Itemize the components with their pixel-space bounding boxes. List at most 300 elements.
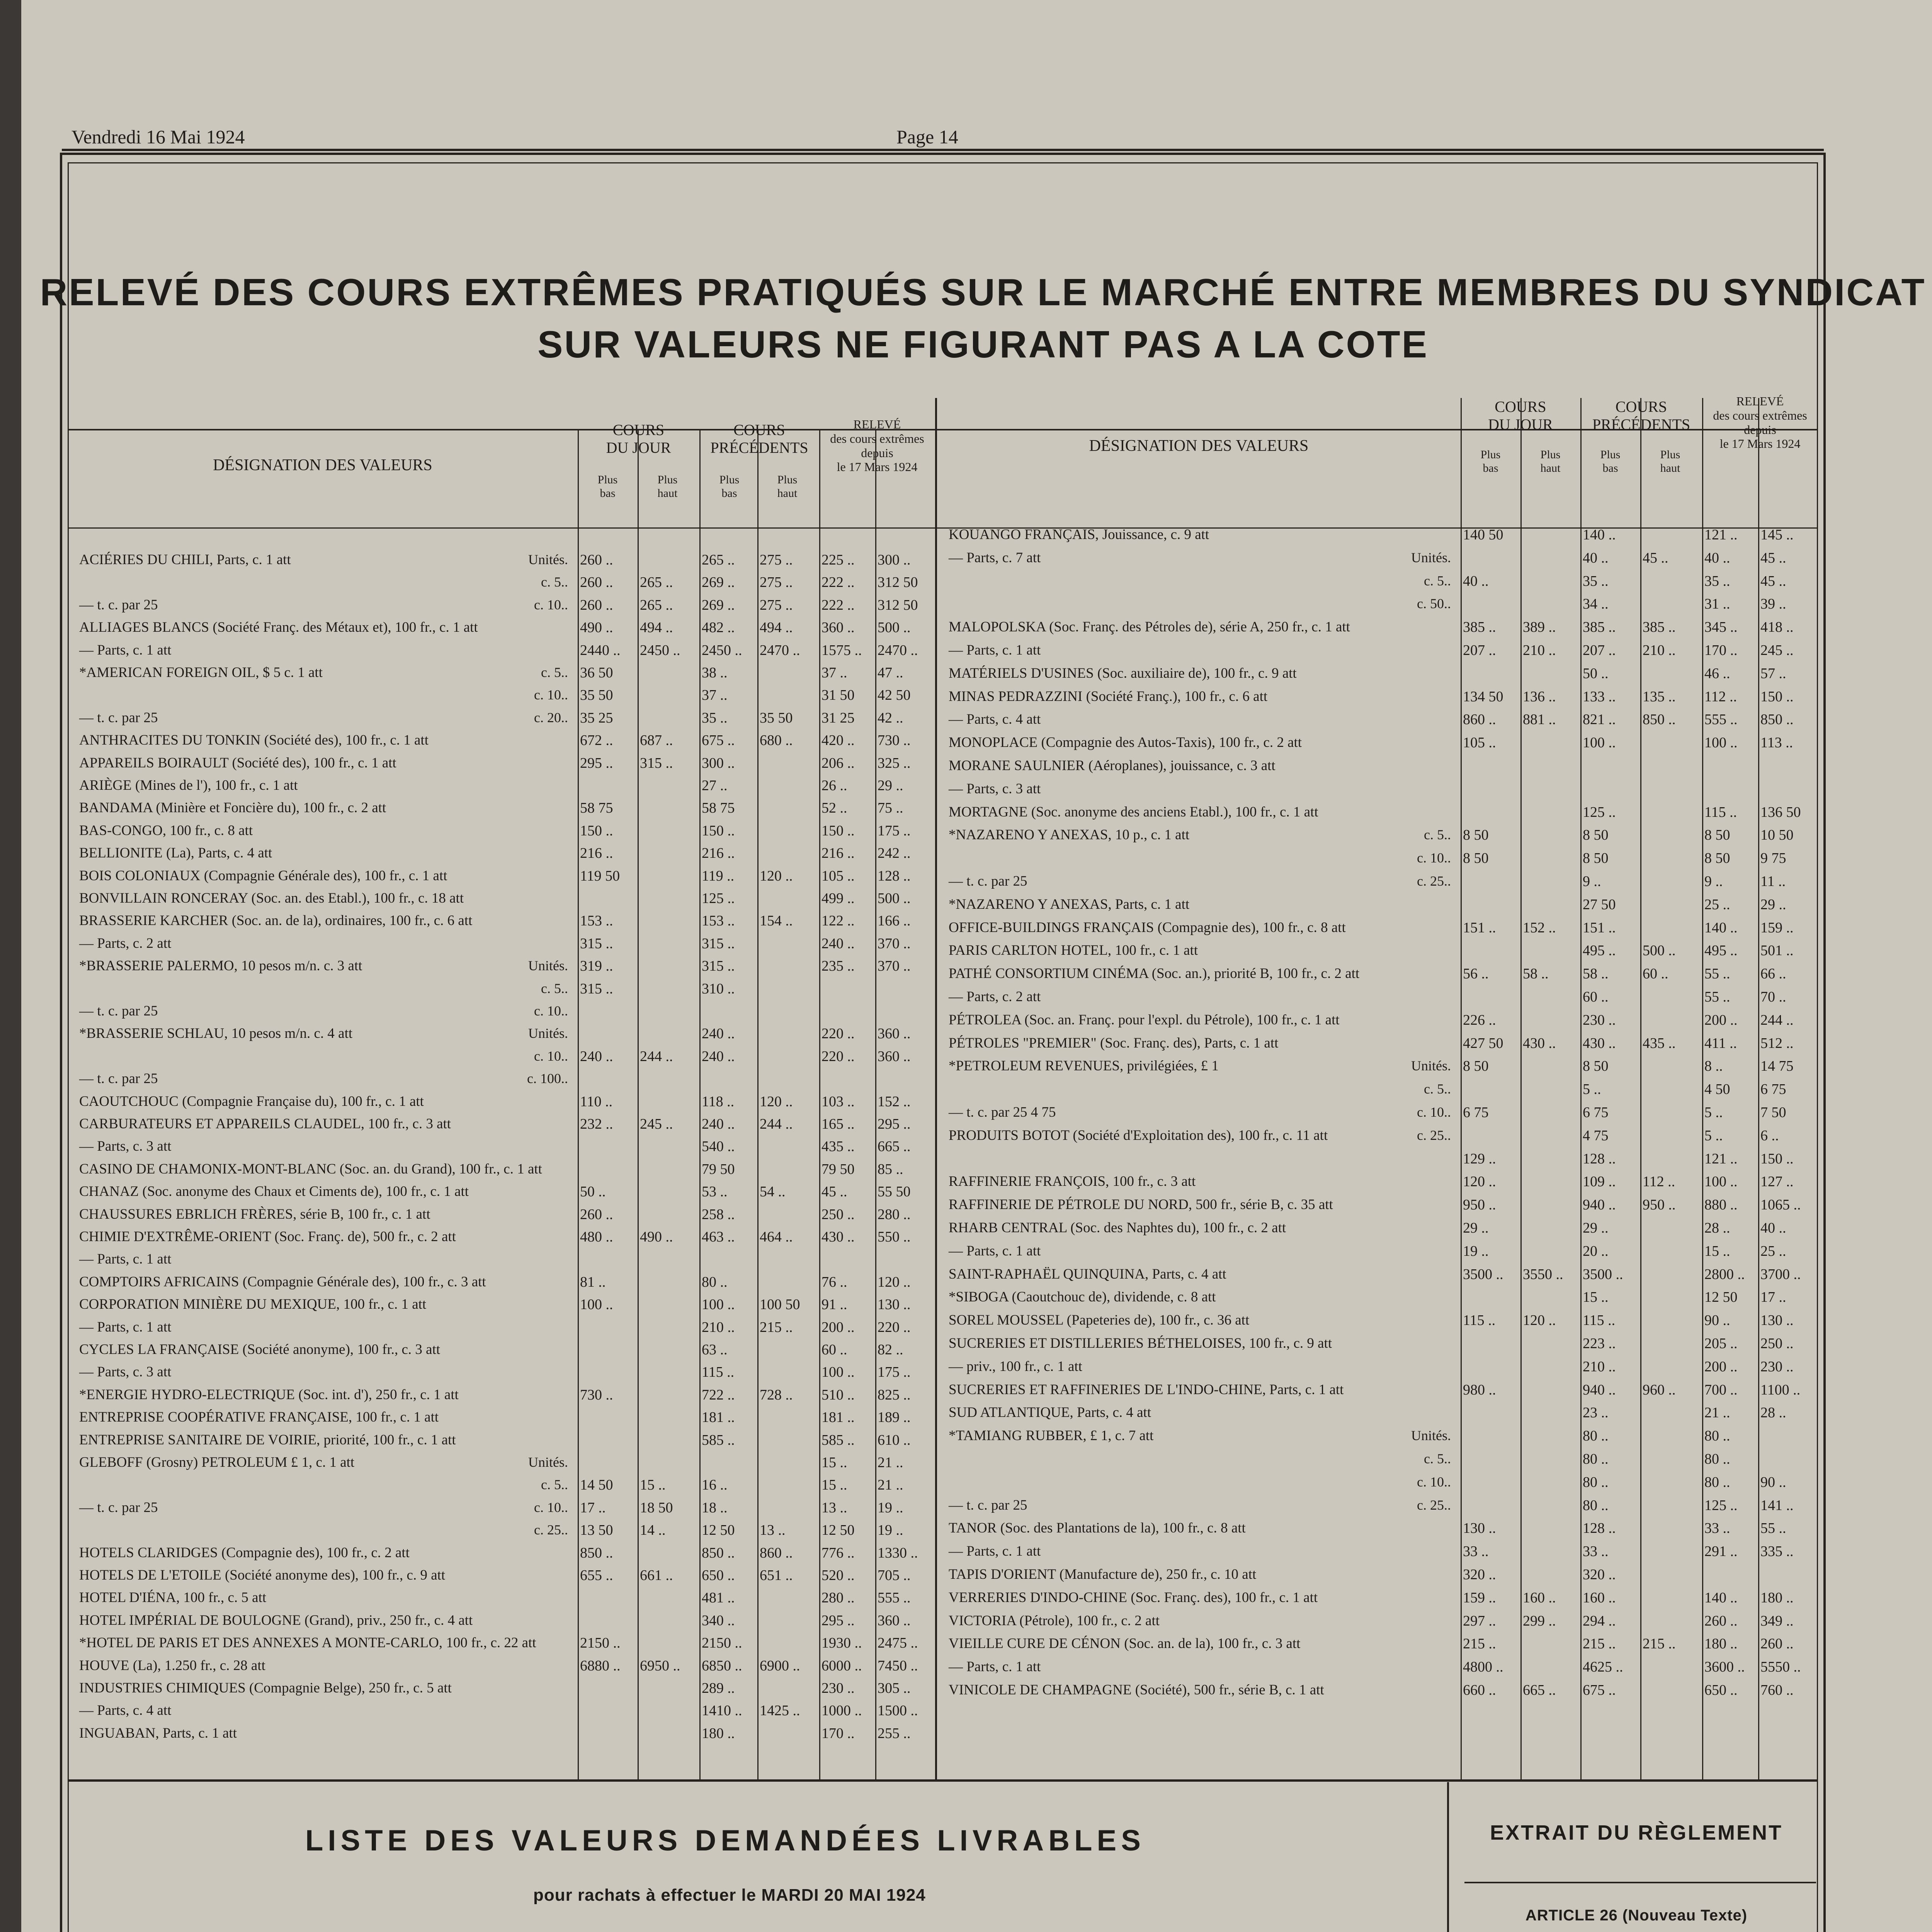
price-value: 8 50 <box>1704 850 1730 866</box>
price-value: 1425 .. <box>760 1702 800 1719</box>
price-value: 360 .. <box>878 1026 911 1042</box>
price-value: 430 .. <box>821 1229 855 1245</box>
security-name: BAS-CONGO, 100 fr., c. 8 att <box>79 823 253 838</box>
price-value: 180 .. <box>1704 1636 1738 1652</box>
price-value: 494 .. <box>640 619 673 636</box>
price-value: 500 .. <box>878 890 911 906</box>
price-value: 15 .. <box>821 1454 847 1471</box>
security-name: — Parts, c. 2 att <box>79 935 172 951</box>
price-value: 53 .. <box>702 1184 728 1200</box>
header-page-number: Page 14 <box>896 126 958 148</box>
price-value: 222 .. <box>821 597 855 613</box>
price-value: 275 .. <box>760 574 793 590</box>
price-value: 81 .. <box>580 1274 606 1290</box>
price-value: 207 .. <box>1583 642 1616 658</box>
price-value: 154 .. <box>760 913 793 929</box>
security-name: HOTEL D'IÉNA, 100 fr., c. 5 att <box>79 1590 267 1605</box>
security-name: *NAZARENO Y ANEXAS, 10 p., c. 1 att <box>949 827 1190 843</box>
price-value: 121 .. <box>1704 1151 1738 1167</box>
price-value: 335 .. <box>1760 1543 1794 1560</box>
price-value: 260 .. <box>580 597 613 613</box>
price-value: 360 .. <box>821 619 855 636</box>
price-value: 265 .. <box>702 552 735 568</box>
price-value: 19 .. <box>878 1522 903 1538</box>
security-name: VERRERIES D'INDO-CHINE (Soc. Franç. des), 100 fr., c. 1 att <box>949 1590 1318 1605</box>
price-value: 120 .. <box>1523 1312 1556 1328</box>
price-value: 385 .. <box>1643 619 1676 635</box>
price-value: 12 50 <box>1704 1289 1738 1305</box>
security-name: — Parts, c. 4 att <box>79 1702 172 1718</box>
price-value: 100 .. <box>1583 735 1616 751</box>
price-value: 240 .. <box>702 1048 735 1065</box>
price-value: 7 50 <box>1760 1104 1786 1121</box>
price-value: 430 .. <box>1583 1035 1616 1051</box>
price-value: 651 .. <box>760 1567 793 1583</box>
price-value: 312 50 <box>878 574 918 590</box>
price-value: 464 .. <box>760 1229 793 1245</box>
security-name: INGUABAN, Parts, c. 1 att <box>79 1725 237 1741</box>
left-col-divider <box>638 429 639 1779</box>
price-value: 3550 .. <box>1523 1266 1563 1282</box>
price-value: 134 50 <box>1463 689 1503 705</box>
price-value: 275 .. <box>760 597 793 613</box>
price-value: 125 .. <box>1704 1497 1738 1514</box>
security-name: — Parts, c. 1 att <box>949 1659 1041 1675</box>
price-value: 113 .. <box>1760 735 1793 751</box>
price-value: 5 .. <box>1704 1104 1723 1121</box>
table-bottom-rule <box>68 1779 1818 1782</box>
price-value: 150 .. <box>1760 689 1794 705</box>
price-value: 159 .. <box>1760 920 1794 936</box>
price-value: 100 .. <box>1704 735 1738 751</box>
price-value: 280 .. <box>878 1206 911 1223</box>
price-value: 418 .. <box>1760 619 1794 635</box>
lot-size: Unités. <box>528 1026 568 1041</box>
security-name: CHIMIE D'EXTRÊME-ORIENT (Soc. Franç. de), 500 fr., c. 2 att <box>79 1229 456 1245</box>
price-value: 25 .. <box>1704 896 1730 913</box>
price-value: 180 .. <box>1760 1590 1794 1606</box>
left-col-divider <box>757 429 759 1779</box>
price-value: 260 .. <box>1704 1613 1738 1629</box>
lot-size: c. 10.. <box>534 1048 568 1064</box>
price-value: 960 .. <box>1643 1382 1676 1398</box>
security-name: PÉTROLEA (Soc. an. Franç. pour l'expl. du Pétrole), 100 fr., c. 1 att <box>949 1012 1340 1028</box>
right-col-divider <box>1702 398 1703 1779</box>
price-value: 50 .. <box>580 1184 606 1200</box>
price-value: 6880 .. <box>580 1658 621 1674</box>
price-value: 370 .. <box>878 935 911 952</box>
price-value: 8 50 <box>1583 827 1609 843</box>
price-value: 45 .. <box>1643 550 1668 566</box>
price-value: 4 75 <box>1583 1128 1609 1144</box>
security-name: KOUANGO FRANÇAIS, Jouissance, c. 9 att <box>949 527 1209 543</box>
price-value: 35 .. <box>1583 573 1609 589</box>
security-name: — Parts, c. 7 att <box>949 550 1041 566</box>
price-value: 482 .. <box>702 619 735 636</box>
price-value: 880 .. <box>1704 1197 1738 1213</box>
price-value: 15 .. <box>1704 1243 1730 1259</box>
security-name: *NAZARENO Y ANEXAS, Parts, c. 1 att <box>949 896 1190 912</box>
price-value: 76 .. <box>821 1274 847 1290</box>
security-name: GLEBOFF (Grosny) PETROLEUM £ 1, c. 1 att <box>79 1454 355 1470</box>
price-value: 240 .. <box>702 1026 735 1042</box>
lot-size: c. 10.. <box>534 687 568 702</box>
price-value: 250 .. <box>1760 1335 1794 1352</box>
lot-size: Unités. <box>1411 1428 1451 1443</box>
price-value: 4800 .. <box>1463 1659 1503 1675</box>
price-value: 36 50 <box>580 665 613 681</box>
security-name: — Parts, c. 1 att <box>949 642 1041 658</box>
price-value: 6 .. <box>1760 1128 1779 1144</box>
price-value: 675 .. <box>1583 1682 1616 1698</box>
security-name: — t. c. par 25 <box>79 1071 158 1087</box>
price-value: 300 .. <box>878 552 911 568</box>
right-col-divider <box>1520 398 1522 1779</box>
price-value: 500 .. <box>878 619 911 636</box>
price-value: 258 .. <box>702 1206 735 1223</box>
price-value: 21 .. <box>1704 1405 1730 1421</box>
security-name: *PETROLEUM REVENUES, privilégiées, £ 1 <box>949 1058 1219 1074</box>
price-value: 510 .. <box>821 1387 855 1403</box>
price-value: 675 .. <box>702 732 735 748</box>
price-value: 14 75 <box>1760 1058 1794 1074</box>
price-value: 153 .. <box>580 913 613 929</box>
security-name: BRASSERIE KARCHER (Soc. an. de la), ordinaires, 100 fr., c. 6 att <box>79 913 473 929</box>
price-value: 850 .. <box>702 1545 735 1561</box>
price-value: 850 .. <box>580 1545 613 1561</box>
price-value: 555 .. <box>1704 711 1738 728</box>
liste-title: LISTE DES VALEURS DEMANDÉES LIVRABLES <box>305 1824 1145 1857</box>
price-value: 33 .. <box>1704 1520 1730 1536</box>
price-value: 360 .. <box>878 1048 911 1065</box>
price-value: 215 .. <box>760 1319 793 1335</box>
price-value: 150 .. <box>821 823 855 839</box>
lot-size: c. 25.. <box>1417 1497 1451 1513</box>
price-value: 66 .. <box>1760 966 1786 982</box>
price-value: 7450 .. <box>878 1658 918 1674</box>
security-name: PÉTROLES "PREMIER" (Soc. Franç. des), Parts, c. 1 att <box>949 1035 1279 1051</box>
price-value: 8 50 <box>1704 827 1730 843</box>
price-value: 520 .. <box>821 1567 855 1583</box>
table-header-rule <box>68 527 1818 529</box>
price-value: 297 .. <box>1463 1613 1496 1629</box>
price-value: 1500 .. <box>878 1702 918 1719</box>
price-value: 20 .. <box>1583 1243 1609 1259</box>
price-value: 230 .. <box>1760 1359 1794 1375</box>
price-value: 610 .. <box>878 1432 911 1448</box>
header-date: Vendredi 16 Mai 1924 <box>71 126 245 148</box>
security-name: MONOPLACE (Compagnie des Autos-Taxis), 100 fr., c. 2 att <box>949 735 1302 750</box>
security-name: RAFFINERIE FRANÇOIS, 100 fr., c. 3 att <box>949 1173 1196 1189</box>
price-value: 255 .. <box>878 1725 911 1742</box>
price-value: 300 .. <box>702 755 735 771</box>
price-value: 80 .. <box>1583 1474 1609 1490</box>
price-value: 860 .. <box>1463 711 1496 728</box>
price-value: 320 .. <box>1463 1566 1496 1583</box>
left-col-divider <box>819 429 820 1779</box>
price-value: 120 .. <box>760 1094 793 1110</box>
price-value: 39 .. <box>1760 596 1786 612</box>
price-value: 940 .. <box>1583 1382 1616 1398</box>
price-value: 700 .. <box>1704 1382 1738 1398</box>
price-value: 435 .. <box>821 1138 855 1155</box>
price-value: 340 .. <box>702 1612 735 1629</box>
price-value: 58 75 <box>580 800 613 816</box>
price-value: 13 .. <box>760 1522 786 1538</box>
price-value: 230 .. <box>1583 1012 1616 1028</box>
price-value: 1065 .. <box>1760 1197 1801 1213</box>
price-value: 140 .. <box>1704 920 1738 936</box>
price-value: 129 .. <box>1463 1151 1496 1167</box>
price-value: 145 .. <box>1760 527 1794 543</box>
price-value: 495 .. <box>1704 942 1738 959</box>
security-name: BOIS COLONIAUX (Compagnie Générale des), 100 fr., c. 1 att <box>79 868 447 884</box>
price-value: 760 .. <box>1760 1682 1794 1698</box>
price-value: 54 .. <box>760 1184 786 1200</box>
price-value: 60 .. <box>1643 966 1668 982</box>
price-value: 35 50 <box>580 687 613 703</box>
price-value: 13 50 <box>580 1522 613 1538</box>
price-value: 6 75 <box>1583 1104 1609 1121</box>
price-value: 687 .. <box>640 732 673 748</box>
price-value: 19 .. <box>1463 1243 1489 1259</box>
left-col-divider <box>578 429 579 1779</box>
security-name: — Parts, c. 3 att <box>79 1138 172 1154</box>
security-name: APPAREILS BOIRAULT (Société des), 100 fr., c. 1 att <box>79 755 396 771</box>
price-value: 1100 .. <box>1760 1382 1801 1398</box>
price-value: 40 .. <box>1463 573 1489 589</box>
security-name: ARIÈGE (Mines de l'), 100 fr., c. 1 att <box>79 777 298 793</box>
price-value: 325 .. <box>878 755 911 771</box>
price-value: 85 .. <box>878 1161 903 1177</box>
price-value: 210 .. <box>1523 642 1556 658</box>
price-value: 34 .. <box>1583 596 1609 612</box>
price-value: 349 .. <box>1760 1613 1794 1629</box>
security-name: — t. c. par 25 4 75 <box>949 1104 1056 1120</box>
price-value: 205 .. <box>1704 1335 1738 1352</box>
price-value: 12 50 <box>821 1522 855 1538</box>
price-value: 495 .. <box>1583 942 1616 959</box>
price-value: 2475 .. <box>878 1635 918 1651</box>
price-value: 170 .. <box>821 1725 855 1742</box>
price-value: 206 .. <box>821 755 855 771</box>
price-value: 242 .. <box>878 845 911 861</box>
price-value: 55 .. <box>1704 989 1730 1005</box>
security-name: MINAS PEDRAZZINI (Société Franç.), 100 fr., c. 6 att <box>949 689 1268 704</box>
price-value: 2470 .. <box>760 642 800 658</box>
price-value: 385 .. <box>1463 619 1496 635</box>
price-value: 240 .. <box>580 1048 613 1065</box>
price-value: 21 .. <box>878 1454 903 1471</box>
security-name: HOTEL IMPÉRIAL DE BOULOGNE (Grand), priv., 250 fr., c. 4 att <box>79 1612 473 1628</box>
price-value: 46 .. <box>1704 665 1730 682</box>
header-rule <box>62 149 1824 151</box>
price-value: 181 .. <box>702 1409 735 1425</box>
price-value: 10 50 <box>1760 827 1794 843</box>
price-value: 100 .. <box>1704 1173 1738 1190</box>
price-value: 58 .. <box>1583 966 1609 982</box>
plus-haut-header: Plus haut <box>1660 448 1680 474</box>
price-value: 4 50 <box>1704 1081 1730 1097</box>
security-name: CASINO DE CHAMONIX-MONT-BLANC (Soc. an. du Grand), 100 fr., c. 1 att <box>79 1161 542 1177</box>
lot-size: c. 5.. <box>541 574 568 590</box>
price-value: 75 .. <box>878 800 903 816</box>
price-value: 115 .. <box>1463 1312 1496 1328</box>
price-value: 60 .. <box>1583 989 1609 1005</box>
security-name: PRODUITS BOTOT (Société d'Exploitation des), 100 fr., c. 11 att <box>949 1128 1328 1143</box>
plus-haut-header: Plus haut <box>657 473 678 500</box>
price-value: 79 50 <box>702 1161 735 1177</box>
security-name: SUCRERIES ET RAFFINERIES DE L'INDO-CHINE, Parts, c. 1 att <box>949 1382 1344 1398</box>
security-name: — Parts, c. 1 att <box>949 1543 1041 1559</box>
price-value: 220 .. <box>821 1026 855 1042</box>
price-value: 166 .. <box>878 913 911 929</box>
price-value: 207 .. <box>1463 642 1496 658</box>
price-value: 220 .. <box>821 1048 855 1065</box>
left-col-divider <box>699 429 701 1779</box>
security-name: SUCRERIES ET DISTILLERIES BÉTHELOISES, 100 fr., c. 9 att <box>949 1335 1332 1351</box>
security-name: — t. c. par 25 <box>79 1003 158 1019</box>
price-value: 15 .. <box>821 1477 847 1493</box>
security-name: MORTAGNE (Soc. anonyme des anciens Etabl.), 100 fr., c. 1 att <box>949 804 1318 820</box>
price-value: 315 .. <box>640 755 673 771</box>
price-value: 235 .. <box>821 958 855 974</box>
price-value: 299 .. <box>1523 1613 1556 1629</box>
security-name: MATÉRIELS D'USINES (Soc. auxiliaire de), 100 fr., c. 9 att <box>949 665 1297 681</box>
price-value: 680 .. <box>760 732 793 748</box>
price-value: 200 .. <box>1704 1359 1738 1375</box>
lot-size: c. 10.. <box>1417 850 1451 866</box>
price-value: 1575 .. <box>821 642 862 658</box>
security-name: ANTHRACITES DU TONKIN (Société des), 100 fr., c. 1 att <box>79 732 429 748</box>
price-value: 1000 .. <box>821 1702 862 1719</box>
price-value: 120 .. <box>878 1274 911 1290</box>
price-value: 232 .. <box>580 1116 613 1132</box>
security-name: VIEILLE CURE DE CÉNON (Soc. an. de la), 100 fr., c. 3 att <box>949 1636 1301 1651</box>
price-value: 45 .. <box>1760 573 1786 589</box>
price-value: 269 .. <box>702 574 735 590</box>
price-value: 175 .. <box>878 823 911 839</box>
price-value: 152 .. <box>1523 920 1556 936</box>
price-value: 265 .. <box>640 574 673 590</box>
security-name: HOTELS CLARIDGES (Compagnie des), 100 fr., c. 2 att <box>79 1545 410 1561</box>
left-cours-jour-header: COURS DU JOUR <box>606 421 671 456</box>
lot-size: Unités. <box>528 958 568 973</box>
price-value: 4625 .. <box>1583 1659 1623 1675</box>
price-value: 216 .. <box>702 845 735 861</box>
price-value: 31 25 <box>821 710 855 726</box>
price-value: 850 .. <box>1643 711 1676 728</box>
security-name: — Parts, c. 1 att <box>79 642 172 658</box>
price-value: 6950 .. <box>640 1658 680 1674</box>
price-value: 215 .. <box>1583 1636 1616 1652</box>
price-value: 135 .. <box>1643 689 1676 705</box>
price-value: 140 50 <box>1463 527 1503 543</box>
price-value: 360 .. <box>878 1612 911 1629</box>
price-value: 160 .. <box>1523 1590 1556 1606</box>
price-value: 27 .. <box>702 777 728 794</box>
price-value: 6 75 <box>1760 1081 1786 1097</box>
security-name: — Parts, c. 3 att <box>949 781 1041 797</box>
price-value: 2440 .. <box>580 642 621 658</box>
price-value: 250 .. <box>821 1206 855 1223</box>
price-value: 435 .. <box>1643 1035 1676 1051</box>
price-value: 125 .. <box>1583 804 1616 820</box>
price-value: 950 .. <box>1643 1197 1676 1213</box>
price-value: 31 50 <box>821 687 855 703</box>
price-value: 5 .. <box>1704 1128 1723 1144</box>
price-value: 105 .. <box>821 868 855 884</box>
security-name: *AMERICAN FOREIGN OIL, $ 5 c. 1 att <box>79 665 323 680</box>
price-value: 11 .. <box>1760 873 1786 889</box>
price-value: 103 .. <box>821 1094 855 1110</box>
price-value: 881 .. <box>1523 711 1556 728</box>
security-name: VICTORIA (Pétrole), 100 fr., c. 2 att <box>949 1613 1160 1629</box>
price-value: 5550 .. <box>1760 1659 1801 1675</box>
price-value: 665 .. <box>878 1138 911 1155</box>
security-name: CAOUTCHOUC (Compagnie Française du), 100 fr., c. 1 att <box>79 1094 424 1109</box>
price-value: 40 .. <box>1704 550 1730 566</box>
security-name: — Parts, c. 1 att <box>949 1243 1041 1259</box>
left-designation-header: DÉSIGNATION DES VALEURS <box>213 456 432 474</box>
price-value: 210 .. <box>1643 642 1676 658</box>
price-value: 153 .. <box>702 913 735 929</box>
price-value: 141 .. <box>1760 1497 1794 1514</box>
price-value: 45 .. <box>821 1184 847 1200</box>
price-value: 17 .. <box>1760 1289 1786 1305</box>
price-value: 35 25 <box>580 710 613 726</box>
lot-size: c. 20.. <box>534 710 568 725</box>
price-value: 42 50 <box>878 687 911 703</box>
price-value: 55 50 <box>878 1184 911 1200</box>
price-value: 821 .. <box>1583 711 1616 728</box>
price-value: 130 .. <box>878 1296 911 1313</box>
price-value: 269 .. <box>702 597 735 613</box>
price-value: 14 .. <box>640 1522 666 1538</box>
price-value: 170 .. <box>1704 642 1738 658</box>
right-cours-precedents-header: COURS PRÉCÉDENTS <box>1592 398 1690 433</box>
price-value: 940 .. <box>1583 1197 1616 1213</box>
price-value: 2800 .. <box>1704 1266 1745 1282</box>
security-name: *BRASSERIE SCHLAU, 10 pesos m/n. c. 4 att <box>79 1026 353 1041</box>
price-value: 25 .. <box>1760 1243 1786 1259</box>
price-value: 223 .. <box>1583 1335 1616 1352</box>
price-value: 128 .. <box>1583 1520 1616 1536</box>
price-value: 244 .. <box>640 1048 673 1065</box>
price-value: 56 .. <box>1463 966 1489 982</box>
price-value: 29 .. <box>1583 1220 1609 1236</box>
left-releve-header: RELEVÉ des cours extrêmes depuis le 17 Mars 1924 <box>830 417 924 474</box>
main-title: RELEVÉ DES COURS EXTRÊMES PRATIQUÉS SUR LE MARCHÉ ENTRE MEMBRES DU SYNDICAT <box>40 271 1926 313</box>
price-value: 100 .. <box>580 1296 613 1313</box>
price-value: 463 .. <box>702 1229 735 1245</box>
security-name: — Parts, c. 4 att <box>949 711 1041 727</box>
security-name: COMPTOIRS AFRICAINS (Compagnie Générale des), 100 fr., c. 3 att <box>79 1274 486 1290</box>
lot-size: c. 5.. <box>541 1477 568 1492</box>
plus-haut-header: Plus haut <box>1540 448 1561 474</box>
security-name: SUD ATLANTIQUE, Parts, c. 4 att <box>949 1405 1151 1420</box>
security-name: ALLIAGES BLANCS (Société Franç. des Métaux et), 100 fr., c. 1 att <box>79 619 478 635</box>
price-value: 220 .. <box>878 1319 911 1335</box>
price-value: 540 .. <box>702 1138 735 1155</box>
price-value: 45 .. <box>1760 550 1786 566</box>
price-value: 1330 .. <box>878 1545 918 1561</box>
price-value: 80 .. <box>702 1274 728 1290</box>
price-value: 550 .. <box>878 1229 911 1245</box>
price-value: 650 .. <box>702 1567 735 1583</box>
price-value: 40 .. <box>1583 550 1609 566</box>
price-value: 55 .. <box>1760 1520 1786 1536</box>
